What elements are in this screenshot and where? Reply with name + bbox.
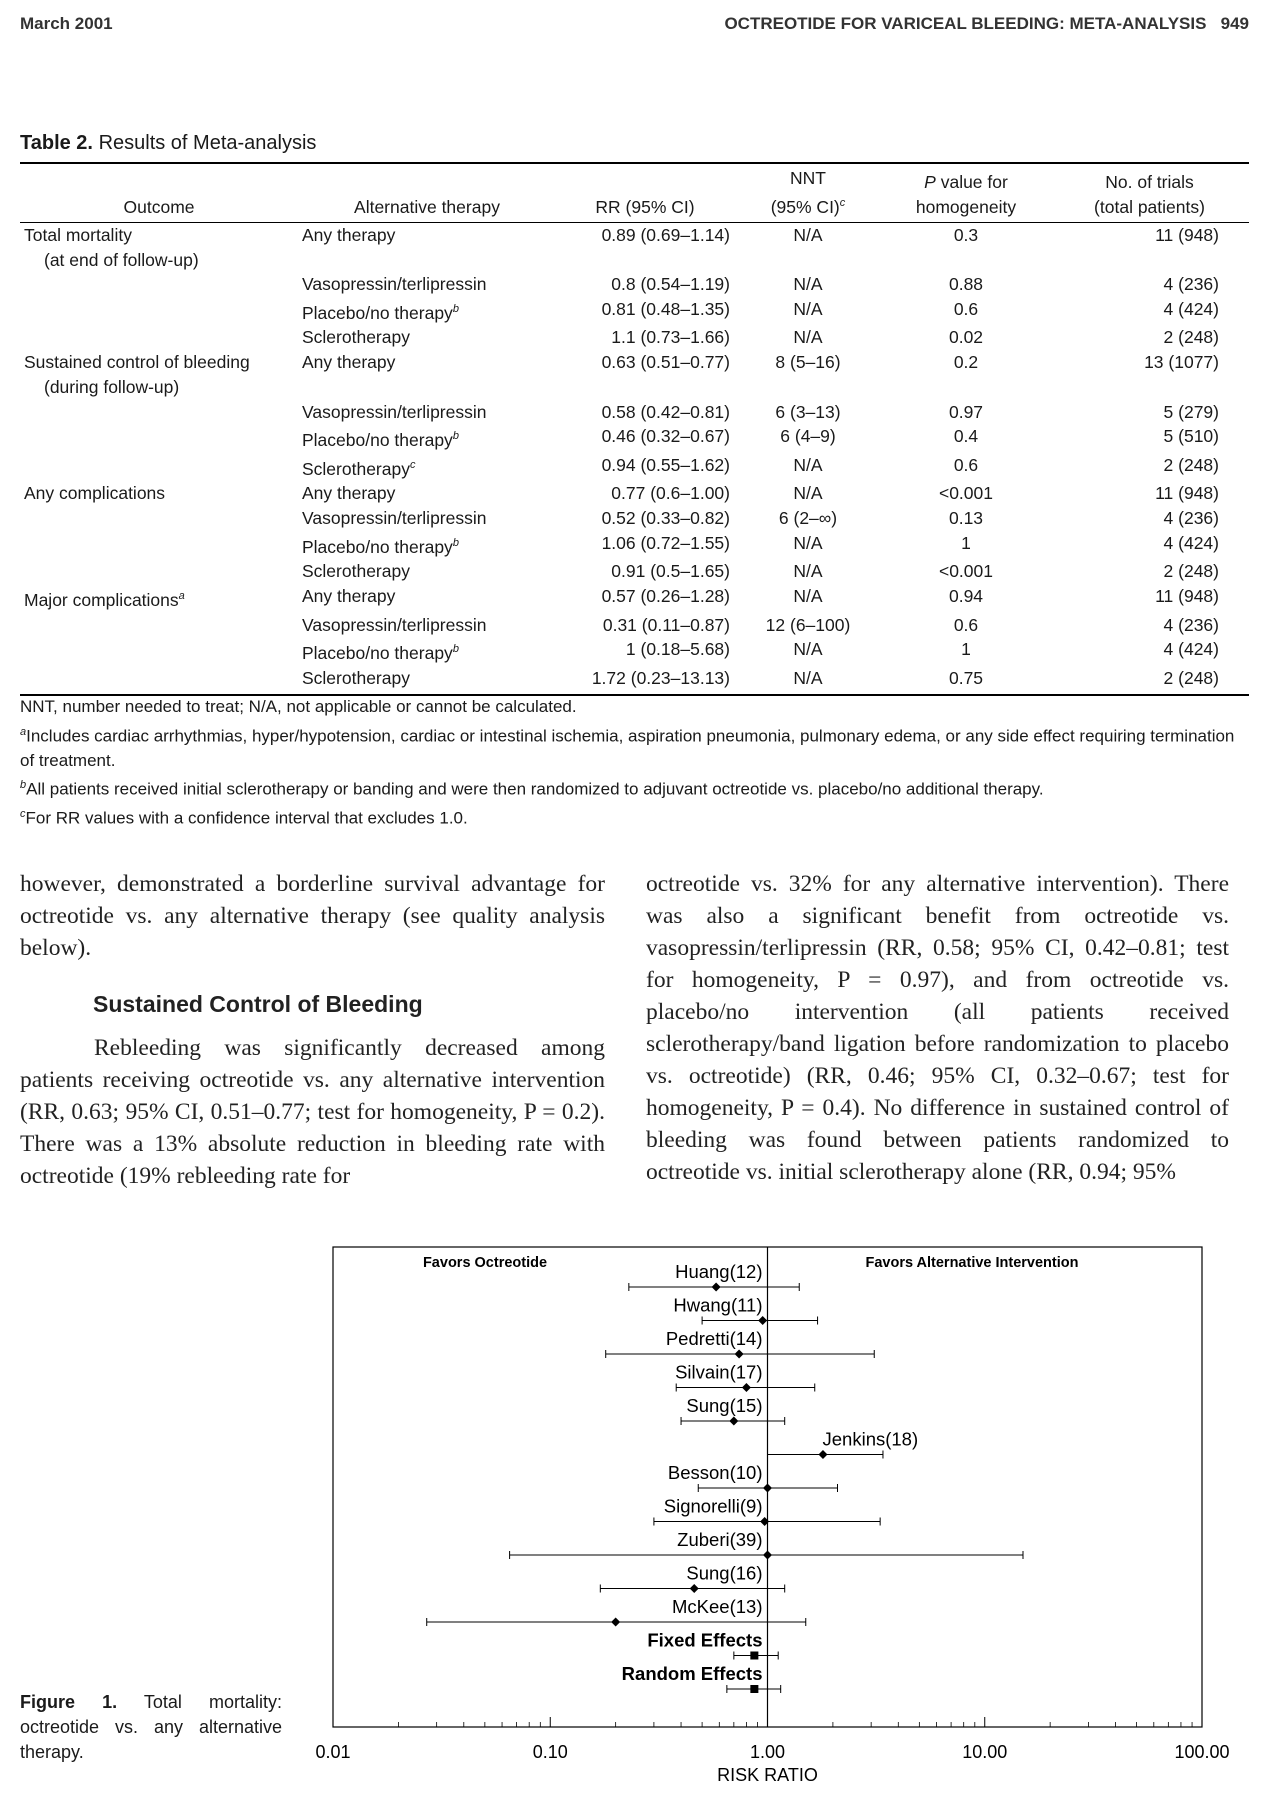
cell-rr: 0.77 (0.6–1.00) (611, 483, 730, 504)
cell-rr: 1 (0.18–5.68) (625, 639, 730, 660)
cell-p-value: 0.4 (953, 426, 979, 447)
cell-nnt: 6 (4–9) (780, 426, 836, 447)
figure-caption-text: Total mortality: octreotide vs. any alternative therapy. (20, 1692, 282, 1762)
study-point (758, 1316, 767, 1325)
study-label: Jenkins(18) (822, 1428, 919, 1450)
col-header-alt: Alternative therapy (298, 163, 556, 222)
cell-outcome (20, 559, 298, 584)
cell-nnt: 6 (2–∞) (778, 508, 838, 529)
study-label: Sung(16) (686, 1562, 763, 1584)
cell-trials: 11 (948) (1155, 585, 1219, 606)
study-label: Sung(15) (686, 1395, 763, 1416)
cell-rr: 1.1 (0.73–1.66) (611, 327, 730, 348)
table-row (20, 400, 1249, 425)
col-header-p: P value for homogeneity (882, 163, 1050, 222)
study-label: Silvain(17) (675, 1361, 763, 1383)
cell-trials: 2 (248) (1163, 561, 1219, 582)
cell-trials: 5 (279) (1163, 401, 1219, 422)
cell-nnt: N/A (793, 274, 823, 295)
cell-rr: 0.58 (0.42–0.81) (601, 401, 730, 422)
cell-outcome (20, 325, 298, 350)
study-label: Besson(10) (667, 1462, 763, 1483)
cell-p-value: 0.2 (953, 352, 979, 373)
cell-trials: 13 (1077) (1144, 352, 1219, 373)
cell-rr: 0.94 (0.55–1.62) (601, 454, 730, 475)
forest-plot (300, 1245, 1230, 1787)
study-point (712, 1283, 721, 1292)
body-column-left (20, 868, 605, 1192)
cell-alternative: Placebo/no therapy$^b$ (302, 643, 459, 664)
cell-p-value: 0.02 (948, 327, 984, 348)
cell-rr: 1.06 (0.72–1.55) (601, 532, 730, 553)
cell-outcome: Major complications$^a$ (24, 589, 185, 610)
x-tick-label: 1.00 (749, 1742, 786, 1762)
cell-trials: 2 (248) (1163, 454, 1219, 475)
cell-p-value: 0.97 (948, 401, 984, 422)
table-row (20, 559, 1249, 584)
table-row (20, 424, 1249, 453)
cell-alternative: Any therapy (302, 224, 396, 245)
table-footnotes (20, 695, 1249, 831)
study-point (742, 1383, 751, 1392)
cell-trials: 2 (248) (1050, 666, 1249, 696)
cell-nnt: N/A (793, 454, 823, 475)
cell-nnt: N/A (793, 327, 823, 348)
table-label: Table 2. (20, 132, 93, 154)
table-row (20, 325, 1249, 350)
cell-rr: 0.46 (0.32–0.67) (601, 426, 730, 447)
study-point (735, 1350, 744, 1359)
footnote: $^c$For RR values with a confidence interval that excludes 1.0. (20, 808, 468, 828)
cell-nnt: N/A (793, 298, 823, 319)
cell-rr: 0.8 (0.54–1.19) (611, 274, 730, 295)
cell-outcome (20, 272, 298, 297)
cell-nnt: N/A (793, 585, 823, 606)
footnote: $^a$Includes cardiac arrhythmias, hyper/hypotension, cardiac or intestinal ischemia, aspiration pneumonia, pulmonary edema, or any side effect requiring termination of treatment. (20, 725, 1235, 770)
cell-outcome: Total mortality (at end of follow-up) (24, 224, 199, 270)
cell-p-value: <0.001 (938, 483, 993, 504)
study-point (763, 1484, 772, 1493)
results-table (20, 162, 1249, 696)
cell-outcome (20, 666, 298, 696)
cell-p-value: 0.6 (953, 614, 979, 635)
cell-p-value: 0.6 (953, 298, 979, 319)
table-row (20, 506, 1249, 531)
cell-rr: 0.63 (0.51–0.77) (601, 352, 730, 373)
table-caption (20, 132, 316, 155)
cell-trials: 2 (248) (1163, 327, 1219, 348)
paragraph: octreotide vs. 32% for any alternative intervention). There was also a significant benefit from octreotide vs. vasopressin/terlipressin (RR, 0.58; 95% CI, 0.42–0.81; test for homogeneity, P = 0.97), and from octreotide vs. placebo/no intervention (all patients received sclerotherapy/band ligation before randomization to placebo vs. octreotide) (RR, 0.46; 95% CI, 0.32–0.67; test for homogeneity, P = 0.4). No difference in sustained control of bleeding was found between patients randomized to octreotide vs. initial sclerotherapy alone (RR, 0.94; 95% (646, 871, 1229, 1185)
table-row (20, 584, 1249, 613)
study-label: Zuberi(39) (677, 1529, 763, 1550)
figure-caption (20, 1690, 282, 1765)
table-row (20, 453, 1249, 482)
cell-alternative: Vasopressin/terlipressin (302, 401, 487, 422)
cell-trials: 4 (236) (1163, 274, 1219, 295)
cell-trials: 4 (236) (1163, 508, 1219, 529)
study-label: Hwang(11) (673, 1294, 763, 1316)
paragraph: Rebleeding was significantly decreased among patients receiving octreotide vs. any alternative intervention (RR, 0.63; 95% CI, 0.51–0.77; test for homogeneity, P = 0.2). There was a 13% absolute reduction in bleeding rate with octreotide (19% rebleeding rate for (20, 1035, 605, 1189)
table-row (20, 666, 1249, 696)
cell-rr: 0.81 (0.48–1.35) (601, 298, 730, 319)
cell-outcome (20, 613, 298, 638)
study-point (763, 1551, 772, 1560)
col-header-nnt: NNT (95% CI)$^c$ (734, 163, 882, 222)
table-row (20, 531, 1249, 560)
pooled-estimate (750, 1652, 758, 1660)
cell-alternative: Sclerotherapy (302, 561, 410, 582)
cell-p-value: 1 (961, 639, 971, 660)
x-tick-label: 10.00 (962, 1742, 1008, 1762)
cell-alternative: Any therapy (302, 585, 396, 606)
cell-trials: 11 (948) (1155, 483, 1219, 504)
study-label: McKee(13) (672, 1596, 763, 1617)
study-point (729, 1417, 738, 1426)
cell-nnt: N/A (793, 532, 823, 553)
x-tick-label: 0.01 (315, 1742, 351, 1762)
cell-trials: 5 (510) (1163, 426, 1219, 447)
cell-p-value: <0.001 (938, 561, 993, 582)
running-header (20, 14, 1249, 36)
cell-rr: 0.52 (0.33–0.82) (601, 508, 730, 529)
study-label: Fixed Effects (647, 1629, 763, 1651)
cell-p-value: 0.88 (948, 274, 984, 295)
cell-rr: 0.91 (0.5–1.65) (611, 561, 730, 582)
x-axis-title: RISK RATIO (717, 1765, 818, 1785)
cell-outcome: Sustained control of bleeding (during follow-up) (24, 352, 250, 397)
cell-outcome (20, 400, 298, 425)
cell-outcome (20, 531, 298, 560)
section-heading: Sustained Control of Bleeding (93, 991, 423, 1017)
cell-p-value: 1 (961, 532, 971, 553)
cell-alternative: Vasopressin/terlipressin (302, 274, 487, 295)
cell-nnt: N/A (734, 666, 882, 696)
col-header-trials: No. of trials (total patients) (1050, 163, 1249, 222)
study-label: Random Effects (621, 1663, 763, 1684)
cell-nnt: N/A (793, 224, 823, 245)
cell-trials: 4 (424) (1163, 639, 1219, 660)
table-row (20, 222, 1249, 272)
table-row (20, 637, 1249, 666)
cell-outcome (20, 297, 298, 326)
issue-date: March 2001 (20, 14, 113, 33)
table-body (20, 222, 1249, 695)
paragraph: however, demonstrated a borderline survival advantage for octreotide vs. any alternative therapy (see quality analysis below). (20, 871, 605, 961)
table-row (20, 481, 1249, 506)
cell-alternative: Placebo/no therapy$^b$ (302, 302, 459, 323)
cell-alternative: Placebo/no therapy$^b$ (302, 430, 459, 451)
cell-trials: 4 (236) (1163, 614, 1219, 635)
study-label: Signorelli(9) (663, 1495, 763, 1517)
favors-octreotide-label: Favors Octreotide (422, 1255, 548, 1271)
table-title: Results of Meta-analysis (98, 132, 317, 154)
cell-alternative: Vasopressin/terlipressin (302, 508, 487, 529)
cell-nnt: N/A (793, 561, 823, 582)
favors-alternative-label: Favors Alternative Intervention (865, 1255, 1079, 1271)
cell-alternative: Any therapy (302, 483, 396, 504)
cell-rr: 0.57 (0.26–1.28) (601, 585, 730, 606)
page-number: 949 (1220, 14, 1249, 33)
body-column-right (646, 868, 1229, 1188)
table-row (20, 613, 1249, 638)
cell-p-value: 0.13 (948, 508, 984, 529)
table-row (20, 350, 1249, 399)
col-header-outcome: Outcome (20, 163, 298, 222)
table-header-row (20, 163, 1249, 222)
study-point (611, 1618, 620, 1627)
x-tick-label: 0.10 (532, 1742, 568, 1762)
study-label: Huang(12) (675, 1261, 763, 1282)
cell-trials: 4 (424) (1163, 298, 1219, 319)
cell-alternative: Any therapy (302, 352, 396, 373)
figure-label: Figure 1. (20, 1692, 118, 1712)
cell-outcome (20, 506, 298, 531)
study-point (818, 1450, 827, 1459)
cell-alternative: Placebo/no therapy$^b$ (302, 536, 459, 557)
x-tick-label: 100.00 (1174, 1742, 1230, 1762)
cell-rr: 0.31 (0.11–0.87) (602, 614, 730, 635)
cell-outcome: Any complications (24, 483, 166, 504)
cell-trials: 11 (948) (1155, 224, 1219, 245)
study-point (690, 1584, 699, 1593)
pooled-estimate (750, 1685, 758, 1693)
cell-p-value: 0.75 (882, 666, 1050, 696)
cell-rr: 1.72 (0.23–13.13) (556, 666, 734, 696)
cell-nnt: N/A (793, 639, 823, 660)
study-label: Pedretti(14) (665, 1328, 763, 1349)
cell-trials: 4 (424) (1163, 532, 1219, 553)
cell-nnt: 6 (3–13) (775, 401, 841, 422)
cell-rr: 0.89 (0.69–1.14) (601, 224, 730, 245)
table-row (20, 272, 1249, 297)
cell-nnt: 8 (5–16) (775, 352, 841, 373)
table-row (20, 297, 1249, 326)
cell-nnt: N/A (793, 483, 823, 504)
col-header-rr: RR (95% CI) (556, 163, 734, 222)
cell-alternative: Sclerotherapy (302, 327, 410, 348)
cell-alternative: Sclerotherapy (298, 666, 556, 696)
cell-nnt: 12 (6–100) (765, 614, 851, 635)
cell-outcome (20, 424, 298, 453)
cell-outcome (20, 453, 298, 482)
cell-p-value: 0.6 (953, 454, 979, 475)
cell-alternative: Sclerotherapy$^c$ (302, 458, 416, 479)
footnote: NNT, number needed to treat; N/A, not applicable or cannot be calculated. (20, 697, 577, 716)
cell-alternative: Vasopressin/terlipressin (302, 614, 487, 635)
cell-p-value: 0.94 (948, 585, 984, 606)
footnote: $^b$All patients received initial sclerotherapy or banding and were then randomized to adjuvant octreotide vs. placebo/no additional therapy. (20, 779, 1044, 799)
cell-outcome (20, 637, 298, 666)
cell-p-value: 0.3 (953, 224, 979, 245)
running-title: OCTREOTIDE FOR VARICEAL BLEEDING: META-ANALYSIS 949 (724, 14, 1249, 33)
